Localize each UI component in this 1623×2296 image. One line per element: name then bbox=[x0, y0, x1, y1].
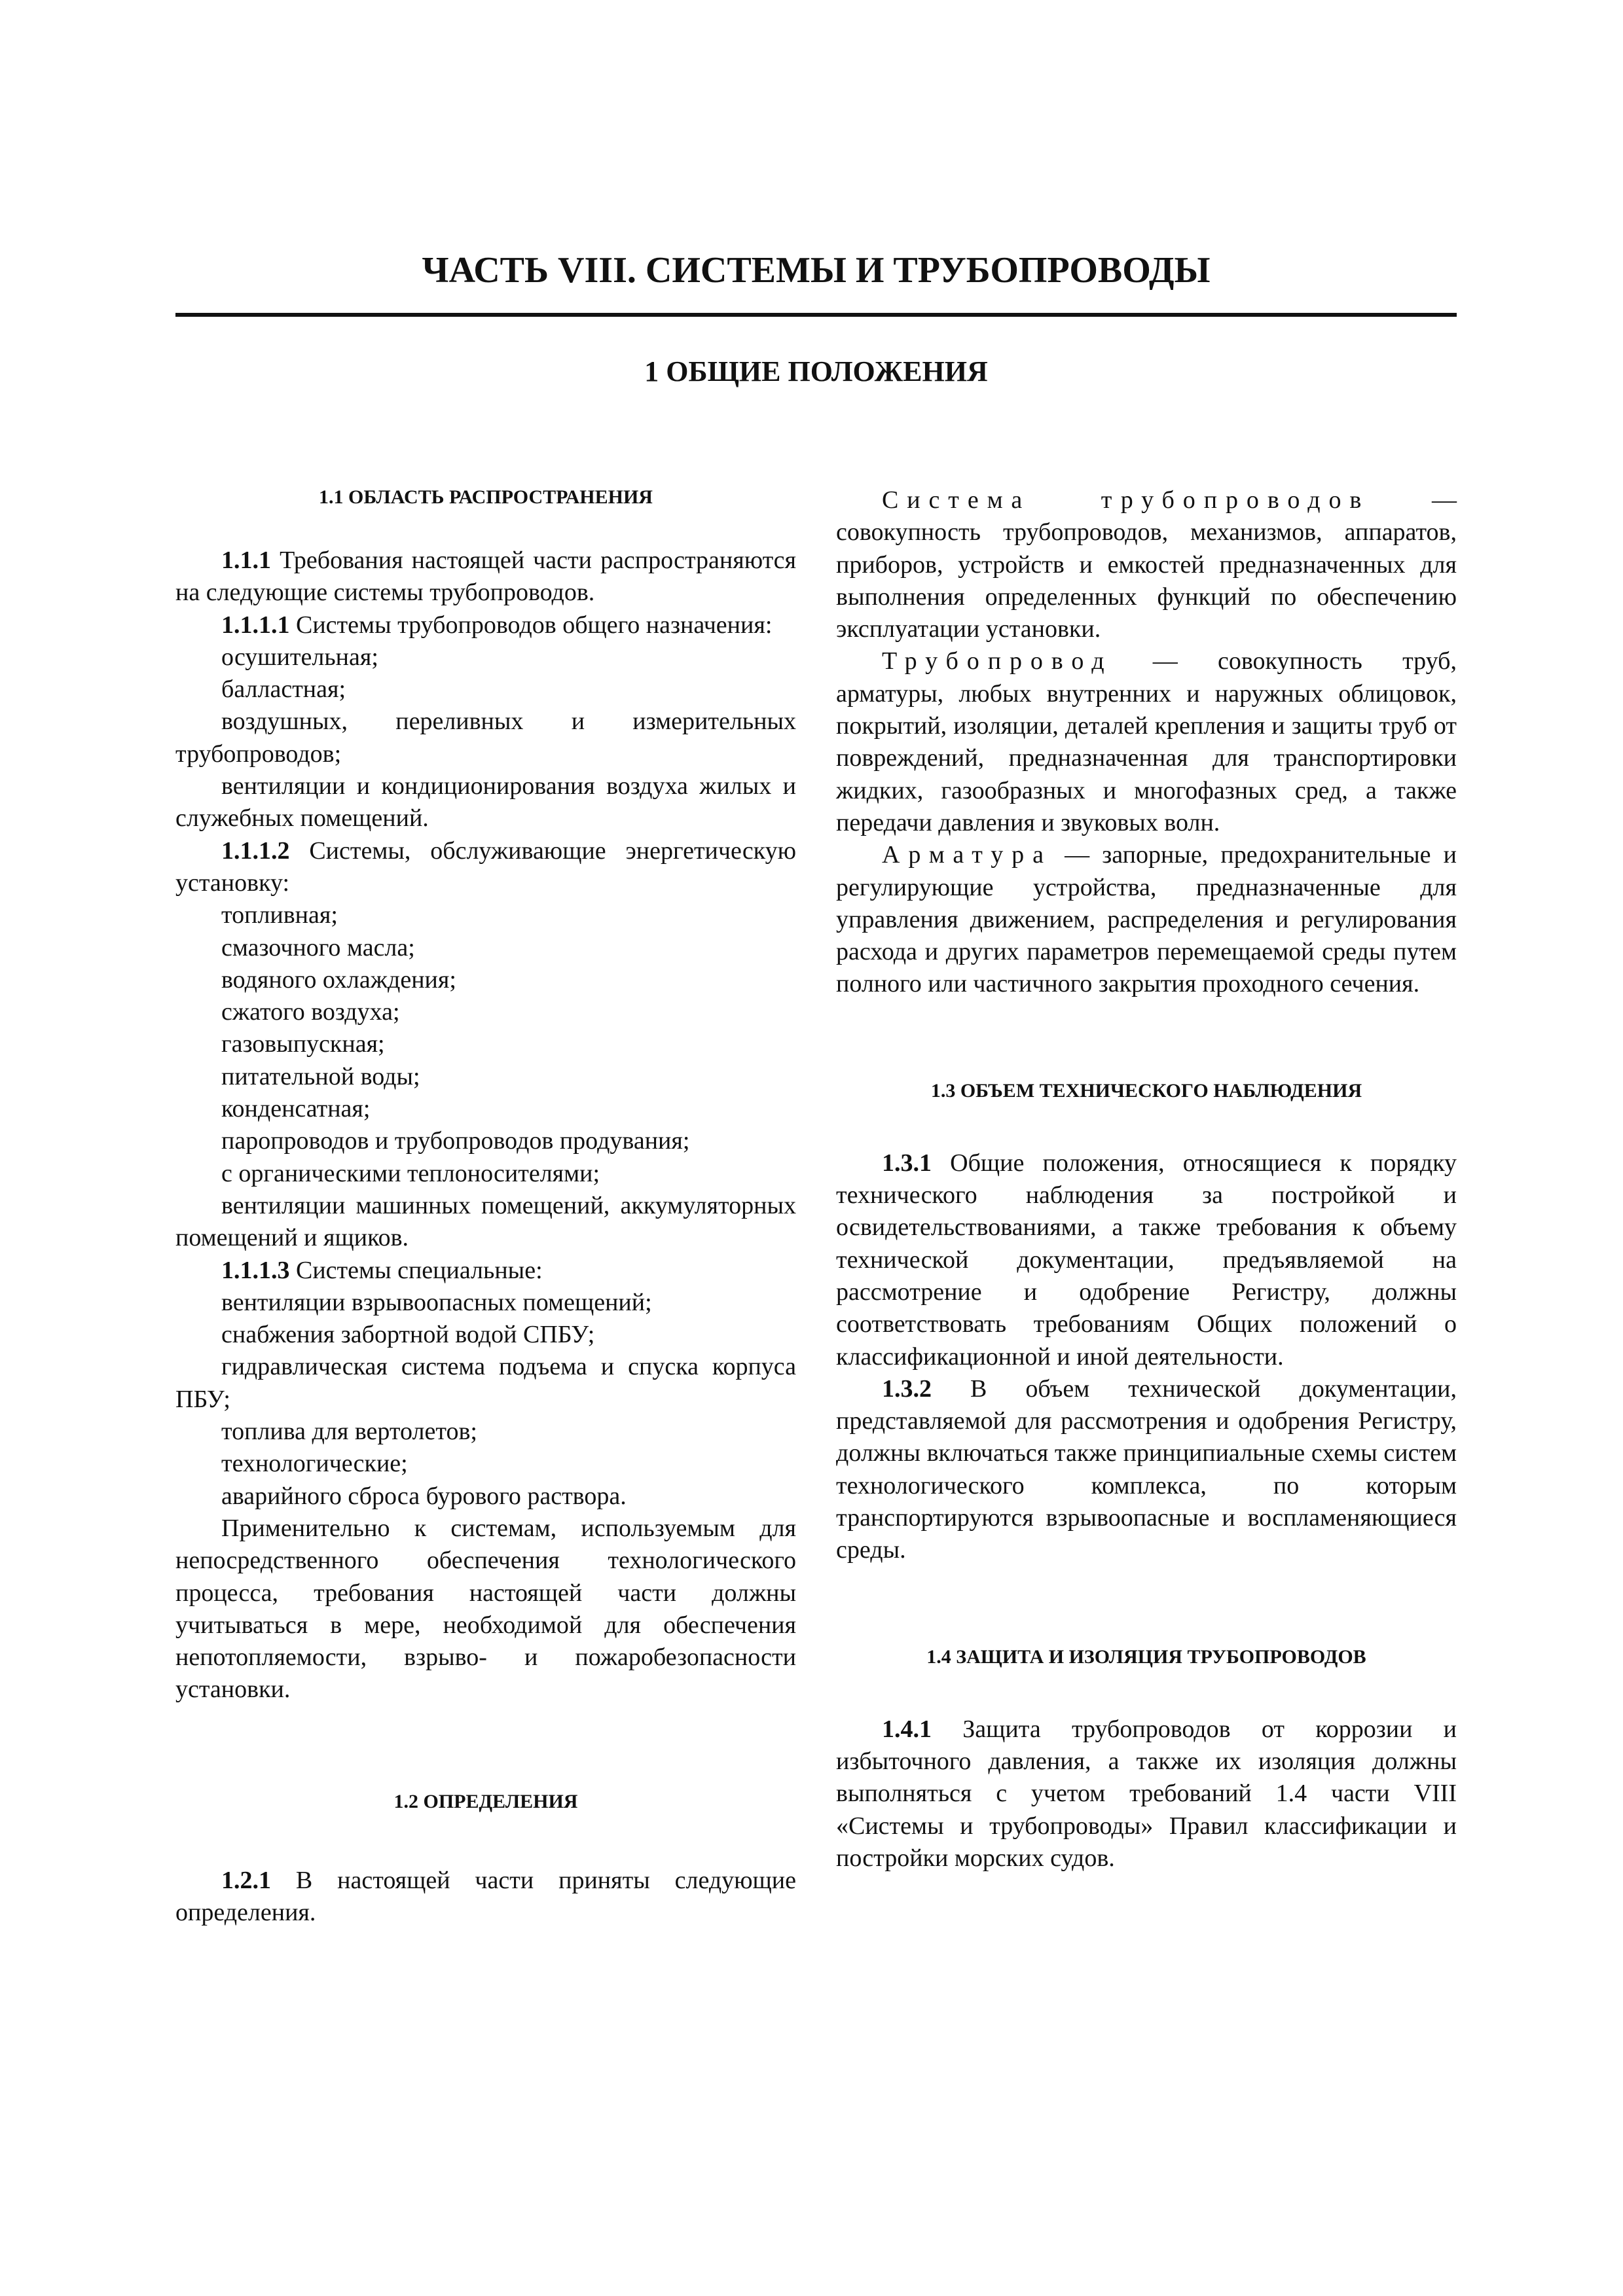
list-item: сжатого воздуха; bbox=[221, 998, 400, 1026]
definition-text: — совокупность труб, арматуры, любых внутренних и наружных облицовок, покрытий, изоляции, деталей крепления и защиты труб от повреждений, предназначенная для транспортировки жидких, газообразных и многофазных сред, а также передачи давления и звуковых волн. bbox=[836, 647, 1457, 836]
paragraph-application: Применительно к системам, используемым для непосредственного обеспечения технологического процесса, требования настоящей части должны учитываться в мере, необходимой для обеспечения непотопляемости, взрыво- и пожаробезопасности установки. bbox=[175, 1514, 796, 1704]
definition-pipeline bbox=[836, 645, 1457, 839]
paragraph-text: Системы трубопроводов общего назначения: bbox=[296, 611, 773, 639]
part-title: ЧАСТЬ VIII. СИСТЕМЫ И ТРУБОПРОВОДЫ bbox=[422, 250, 1211, 291]
clause-number: 1.1.1.1 bbox=[221, 611, 290, 639]
list-item: топливная; bbox=[221, 901, 338, 929]
list-item: смазочного масла; bbox=[221, 933, 415, 961]
list-item: питательной воды; bbox=[221, 1062, 420, 1090]
paragraph-1-2-1 bbox=[175, 1865, 796, 1929]
paragraph-text: В настоящей части приняты следующие определения. bbox=[175, 1866, 797, 1926]
paragraph-1-3-1 bbox=[836, 1147, 1457, 1373]
definition-text: — совокупность трубопроводов, механизмов, аппаратов, приборов, устройств и емкостей предназначенных для выполнения определенных функций по обеспечению эксплуатации установки. bbox=[836, 486, 1457, 643]
list-item: газовыпускная; bbox=[221, 1030, 385, 1058]
section-heading-1-1: 1.1 ОБЛАСТЬ РАСПРОСТРАНЕНИЯ bbox=[319, 486, 653, 508]
paragraph-1-4-1 bbox=[836, 1713, 1457, 1874]
list-item: технологические; bbox=[221, 1450, 408, 1478]
list-item: вентиляции и кондиционирования воздуха жилых и служебных помещений. bbox=[175, 772, 796, 833]
list-item: аварийного сброса бурового раствора. bbox=[221, 1482, 627, 1510]
paragraph-text: Защита трубопроводов от коррозии и избыточного давления, а также их изоляция должны выполняться с учетом требований 1.4 части VIII «Системы и трубопроводы» Правил классификации и постройки морских судов. bbox=[836, 1715, 1457, 1872]
clause-number: 1.1.1 bbox=[221, 547, 271, 574]
clause-number: 1.2.1 bbox=[221, 1866, 271, 1894]
definition-pipe-system bbox=[836, 484, 1457, 645]
definition-valves bbox=[836, 839, 1457, 1000]
right-column bbox=[836, 484, 1457, 1874]
list-item: вентиляции взрывоопасных помещений; bbox=[221, 1288, 652, 1316]
list-item: паропроводов и трубопроводов продувания; bbox=[221, 1127, 690, 1155]
paragraph-1-3-2 bbox=[836, 1373, 1457, 1567]
defined-term: Арматура bbox=[882, 841, 1052, 869]
clause-number: 1.3.2 bbox=[882, 1374, 932, 1403]
paragraph-1-1-1-2 bbox=[175, 835, 796, 900]
paragraph-text: Требования настоящей части распространяются на следующие системы трубопроводов. bbox=[175, 547, 796, 607]
chapter-title: 1 ОБЩИЕ ПОЛОЖЕНИЯ bbox=[644, 355, 988, 387]
paragraph-text: Системы, обслуживающие энергетическую установку: bbox=[175, 836, 796, 897]
paragraph-text: Системы специальные: bbox=[296, 1256, 543, 1284]
list-item: конденсатная; bbox=[221, 1095, 371, 1123]
list-item: воздушных, переливных и измерительных трубопроводов; bbox=[175, 708, 796, 768]
list-item: с органическими теплоносителями; bbox=[221, 1159, 600, 1187]
list-item: осушительная; bbox=[221, 643, 378, 671]
paragraph-1-1-1-1 bbox=[175, 609, 796, 641]
list-item: топлива для вертолетов; bbox=[221, 1418, 477, 1446]
list-item: вентиляции машинных помещений, аккумуляторных помещений и ящиков. bbox=[175, 1191, 796, 1252]
clause-number: 1.1.1.3 bbox=[221, 1256, 290, 1284]
section-heading-1-4: 1.4 ЗАЩИТА И ИЗОЛЯЦИЯ ТРУБОПРОВОДОВ bbox=[926, 1645, 1366, 1668]
defined-term: Система трубопроводов bbox=[882, 486, 1370, 514]
list-item: гидравлическая система подъема и спуска корпуса ПБУ; bbox=[175, 1353, 796, 1413]
paragraph-text: В объем технической документации, представляемой для рассмотрения и одобрения Регистру, должны включаться также принципиальные схемы систем технологического комплекса, по которым транспортируются взрывоопасные и воспламеняющиеся среды. bbox=[836, 1374, 1457, 1564]
paragraph-1-1-1 bbox=[175, 545, 796, 609]
list-item: водяного охлаждения; bbox=[221, 965, 456, 994]
clause-number: 1.3.1 bbox=[882, 1149, 932, 1177]
defined-term: Трубопровод bbox=[882, 647, 1113, 675]
section-heading-1-2: 1.2 ОПРЕДЕЛЕНИЯ bbox=[393, 1790, 578, 1812]
title-divider bbox=[175, 313, 1457, 317]
clause-number: 1.4.1 bbox=[882, 1715, 932, 1743]
paragraph-1-1-1-3 bbox=[175, 1255, 796, 1287]
left-column bbox=[175, 484, 796, 1929]
section-heading-1-3: 1.3 ОБЪЕМ ТЕХНИЧЕСКОГО НАБЛЮДЕНИЯ bbox=[930, 1079, 1362, 1102]
clause-number: 1.1.1.2 bbox=[221, 836, 290, 865]
list-item: балластная; bbox=[221, 675, 346, 704]
list-item: снабжения забортной водой СПБУ; bbox=[221, 1321, 595, 1349]
definition-text: — запорные, предохранительные и регулирующие устройства, предназначенные для управления движением, распределения и регулирования расхода и других параметров перемещаемой среды путем полного или частичного закрытия проходного сечения. bbox=[836, 841, 1457, 998]
paragraph-text: Общие положения, относящиеся к порядку технического наблюдения за постройкой и освидетельствованиями, а также требования к объему технической документации, предъявляемой на рассмотрение и одобрение Регистру, должны соответствовать требованиям Общих положений о классификационной и иной деятельности. bbox=[836, 1149, 1457, 1371]
